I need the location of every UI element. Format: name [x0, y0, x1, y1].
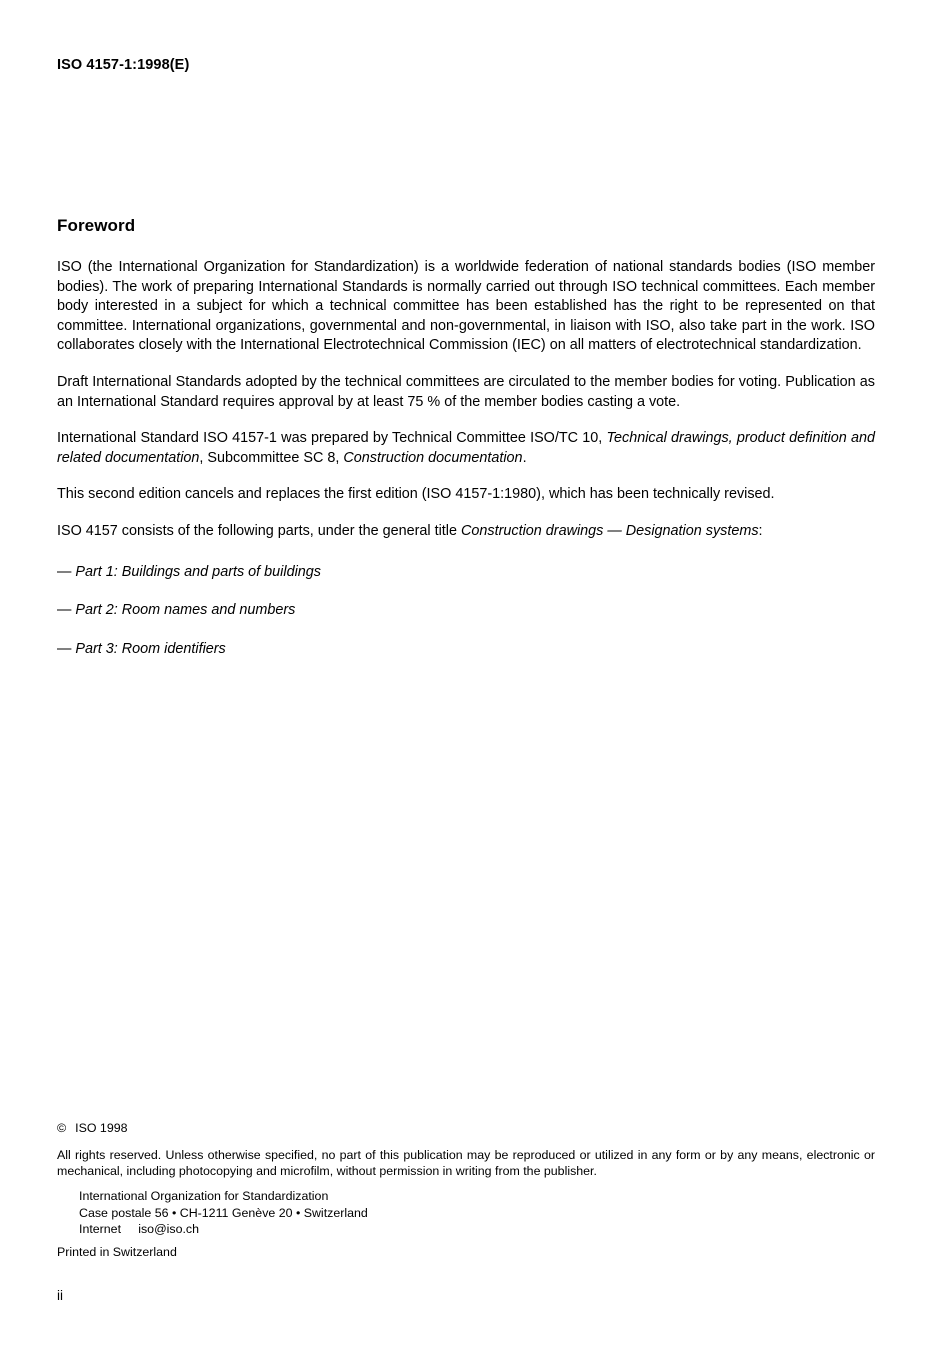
copyright-line	[57, 1120, 875, 1136]
prepared-by-lead: International Standard ISO 4157-1 was prepared by Technical Committee ISO/TC 10,	[57, 430, 607, 447]
copyright-icon: ©	[57, 1121, 67, 1135]
printed-in-text: Printed in Switzerland	[57, 1244, 177, 1259]
foreword-heading: Foreword	[57, 216, 136, 235]
document-header-standard-ref: ISO 4157-1:1998(E)	[57, 57, 190, 73]
rights-reserved-text: All rights reserved. Unless otherwise specified, no part of this publication may be reproduced or utilized in any form or by any means, electronic or mechanical, including photocopying and microfilm, without permission in writing from the publisher.	[57, 1148, 875, 1178]
copyright-text: ISO 1998	[75, 1121, 128, 1135]
publisher-address	[79, 1188, 875, 1238]
em-dash-bullet: —	[57, 563, 72, 580]
address-line-organization: International Organization for Standardization	[79, 1189, 329, 1203]
foreword-paragraph-1: ISO (the International Organization for Standardization) is a worldwide federation of national standards bodies (ISO member bodies). The work of preparing International Standards is normally carried out through ISO technical committees. Each member body interested in a subject for which a technical committee has been established has the right to be represented on that committee. International organizations, governmental and non-governmental, in liaison with ISO, also take part in the work. ISO collaborates closely with the International Electrotechnical Commission (IEC) on all matters of electrotechnical standardization.	[57, 259, 875, 354]
list-item	[57, 640, 875, 660]
parts-intro-tail: :	[758, 522, 763, 539]
parts-intro-lead: ISO 4157 consists of the following parts, under the general title	[57, 522, 461, 539]
part-label: Part 3: Room identifiers	[75, 640, 226, 657]
part-label: Part 2: Room names and numbers	[75, 602, 296, 619]
list-item	[57, 601, 875, 621]
em-dash-bullet: —	[57, 602, 72, 619]
foreword-edition-note: This second edition cancels and replaces the first edition (ISO 4157-1:1980), which has been technically revised.	[57, 486, 775, 503]
prepared-by-middle: , Subcommittee SC 8,	[199, 449, 344, 466]
list-item	[57, 563, 875, 583]
foreword-paragraph-2: Draft International Standards adopted by the technical committees are circulated to the member bodies for voting. Publication as an International Standard requires approval by at least 75 % of the member bodies casting a vote.	[57, 373, 875, 410]
page-number: ii	[57, 1288, 63, 1303]
subcommittee-title: Construction documentation	[343, 449, 523, 466]
address-line-postal: Case postale 56 • CH-1211 Genève 20 • Switzerland	[79, 1205, 368, 1220]
general-title: Construction drawings — Designation systems	[460, 522, 759, 539]
parts-list	[57, 563, 875, 660]
foreword-section	[57, 216, 875, 678]
part-label: Part 1: Buildings and parts of buildings	[75, 563, 321, 580]
prepared-by-tail: .	[522, 449, 527, 466]
em-dash-bullet: —	[57, 640, 72, 657]
colophon-block	[57, 1120, 875, 1260]
foreword-parts-intro	[57, 522, 875, 542]
foreword-paragraph-prepared-by	[57, 429, 875, 468]
committee-title: Technical drawings, product definition and related documentation	[57, 430, 875, 466]
address-line-internet: Internet iso@iso.ch	[79, 1222, 200, 1236]
